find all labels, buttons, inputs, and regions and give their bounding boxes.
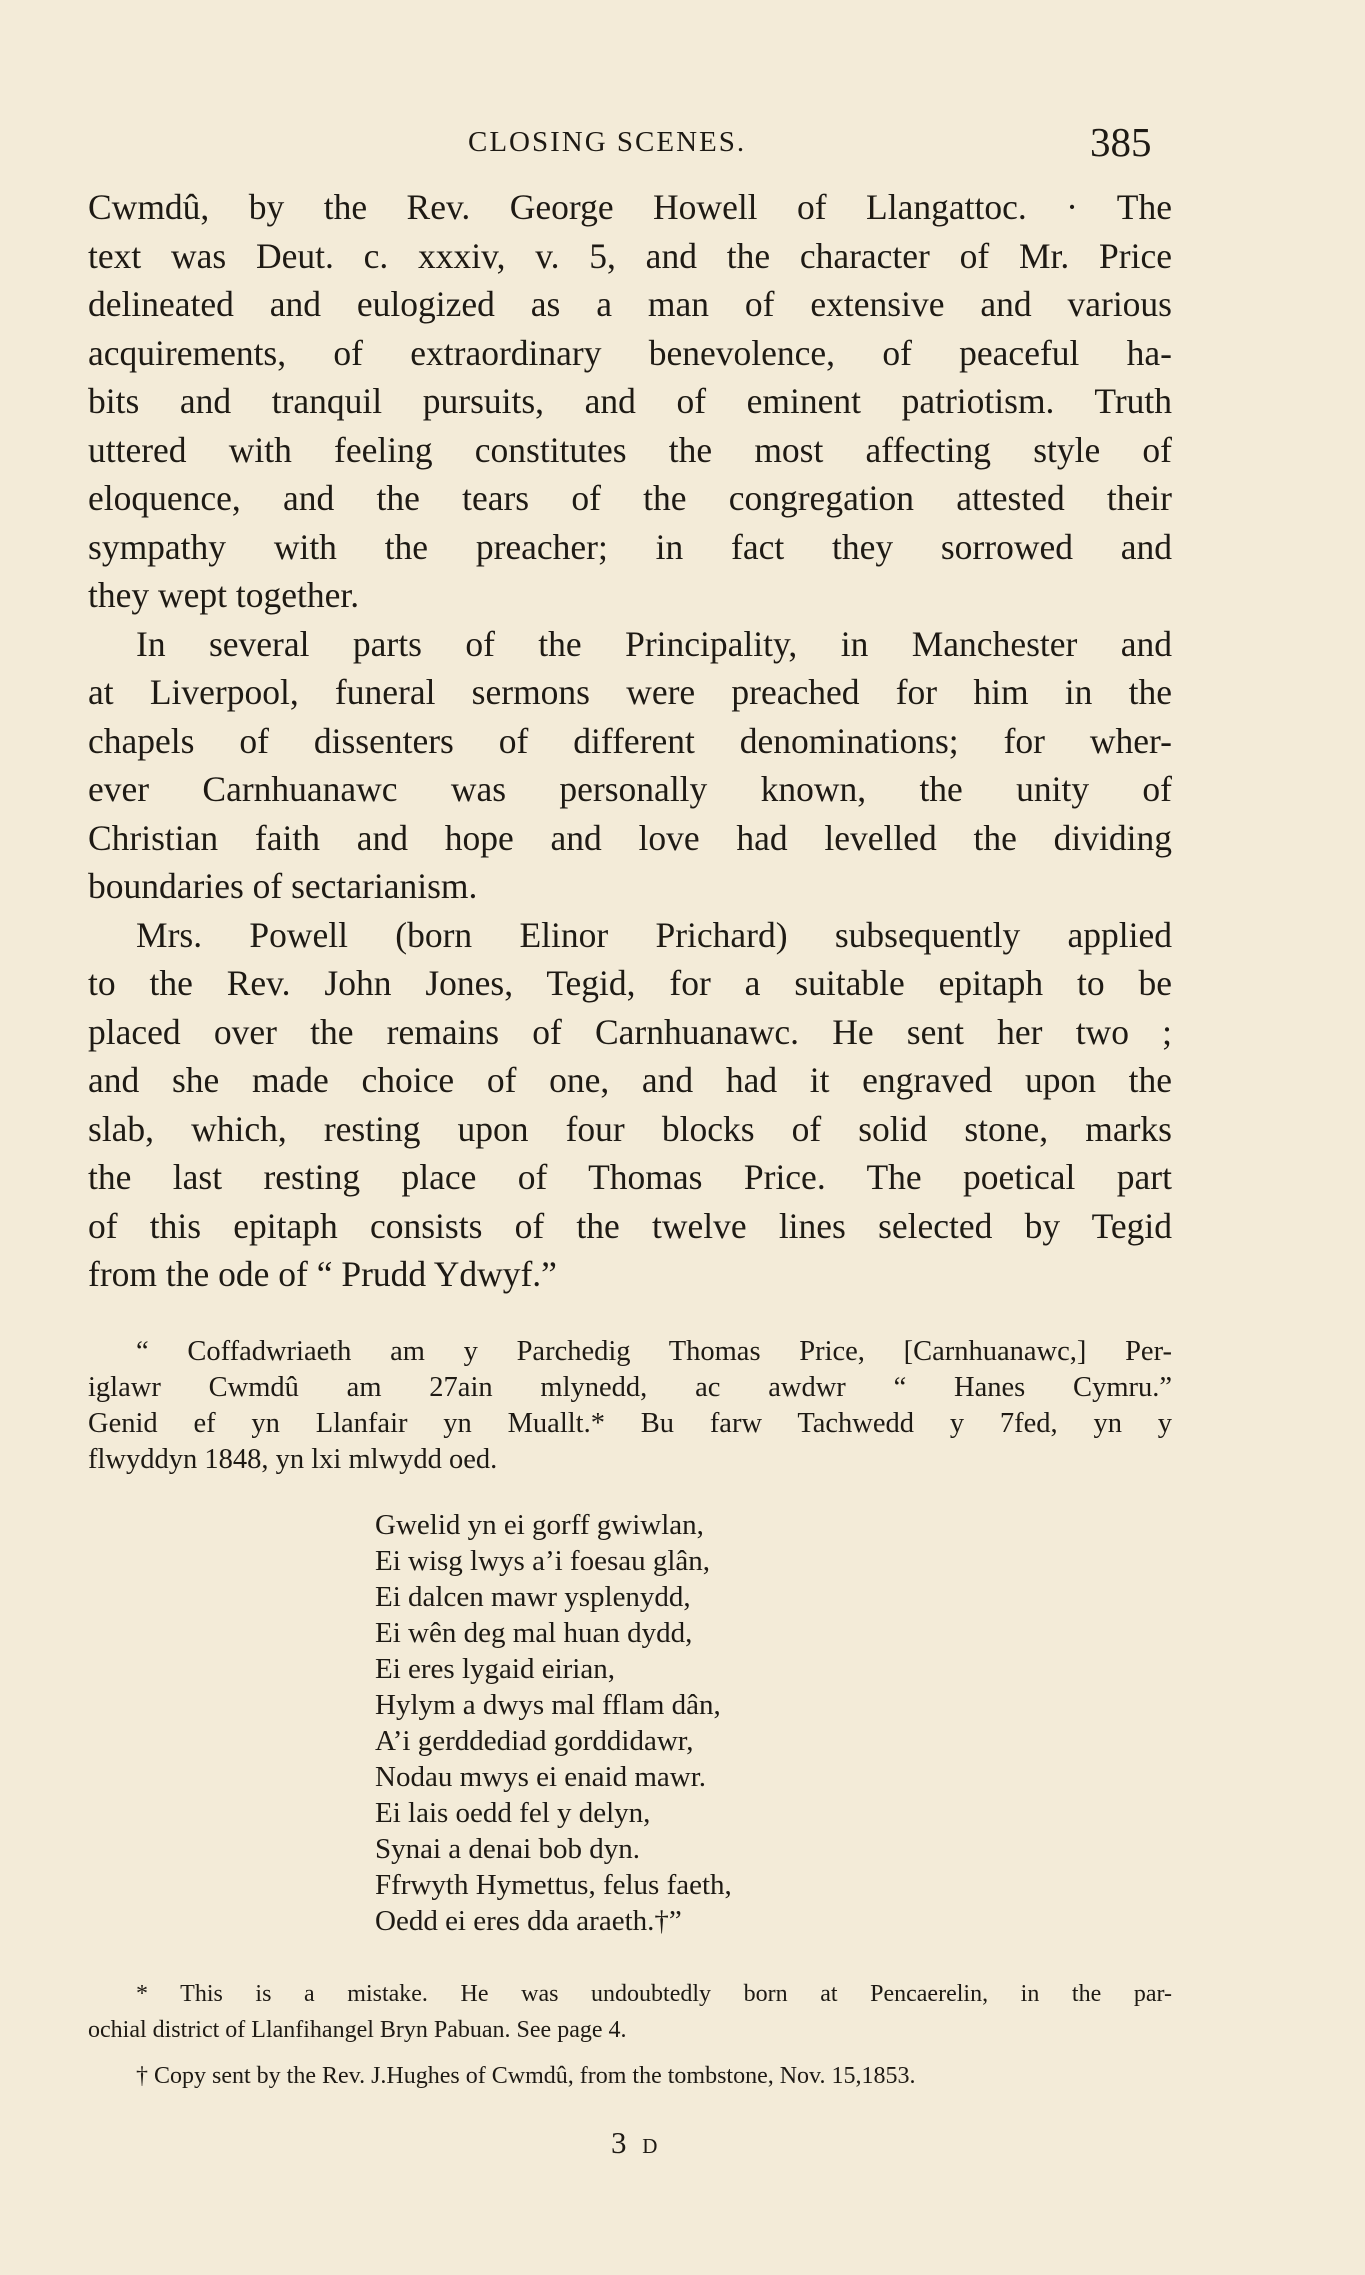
text-line: to the Rev. John Jones, Tegid, for a suitable epitaph to be xyxy=(88,963,1172,1003)
text-line: text was Deut. c. xxxiv, v. 5, and the character of Mr. Price xyxy=(88,235,1172,276)
epitaph-inscription xyxy=(88,1334,1172,1478)
paragraph-epitaph-intro xyxy=(88,911,1172,1299)
text-line: In several parts of the Principality, in Manchester and xyxy=(136,623,1172,664)
body-text xyxy=(88,183,1172,1299)
text-line: sympathy with the preacher; in fact they sorrowed and xyxy=(88,526,1172,567)
text-line: acquirements, of extraordinary benevolence, of peaceful ha- xyxy=(88,332,1172,373)
footnote-birthplace xyxy=(88,1976,1172,2048)
footnote-line: † Copy sent by the Rev. J.Hughes of Cwmdû, from the tombstone, Nov. 15,1853. xyxy=(136,2063,916,2089)
signature-mark xyxy=(611,2125,661,2161)
epitaph-line: Genid ef yn Llanfair yn Muallt.* Bu farw Tachwedd y 7fed, yn y xyxy=(88,1408,1172,1439)
running-head xyxy=(0,118,1365,168)
text-line: chapels of dissenters of different denominations; for wher- xyxy=(88,720,1172,761)
text-line: Christian faith and hope and love had levelled the dividing xyxy=(88,817,1172,858)
footnote-line: * This is a mistake. He was undoubtedly born at Pencaerelin, in the par- xyxy=(136,1981,1172,2007)
running-title: CLOSING SCENES. xyxy=(468,126,747,158)
epitaph-line: “ Coffadwriaeth am y Parchedig Thomas Price, [Carnhuanawc,] Per- xyxy=(136,1336,1172,1367)
text-line: delineated and eulogized as a man of extensive and various xyxy=(88,284,1172,324)
text-line: bits and tranquil pursuits, and of eminent patriotism. Truth xyxy=(88,381,1172,421)
text-line: at Liverpool, funeral sermons were preached for him in the xyxy=(88,672,1172,712)
text-line: and she made choice of one, and had it engraved upon the xyxy=(88,1060,1172,1100)
poem-line: A’i gerddediad gorddidawr, xyxy=(375,1725,694,1757)
epitaph-line: flwyddyn 1848, yn lxi mlwydd oed. xyxy=(88,1444,498,1475)
poem-line: Ei wisg lwys a’i foesau glân, xyxy=(375,1545,711,1577)
paragraph-funeral-sermons xyxy=(88,620,1172,911)
signature-numeral: 3 xyxy=(611,2125,631,2160)
text-line: from the ode of “ Prudd Ydwyf.” xyxy=(88,1254,557,1294)
poem-line: Ei dalcen mawr ysplenydd, xyxy=(375,1581,691,1613)
text-line: the last resting place of Thomas Price. The poetical part xyxy=(88,1157,1172,1197)
text-line: Cwmdû, by the Rev. George Howell of Llangattoc. · The xyxy=(88,187,1172,227)
text-line: Mrs. Powell (born Elinor Prichard) subsequently applied xyxy=(136,914,1172,955)
footnote-line: ochial district of Llanfihangel Bryn Pabuan. See page 4. xyxy=(88,2017,627,2043)
poem-line: Hylym a dwys mal fflam dân, xyxy=(375,1689,721,1721)
text-line: eloquence, and the tears of the congregation attested their xyxy=(88,478,1172,518)
text-line: they wept together. xyxy=(88,575,360,615)
text-line: boundaries of sectarianism. xyxy=(88,866,478,906)
footnote-source xyxy=(88,2058,1172,2094)
poem-line: Ffrwyth Hymettus, felus faeth, xyxy=(375,1869,732,1901)
footnotes xyxy=(88,1976,1172,2094)
text-line: of this epitaph consists of the twelve lines selected by Tegid xyxy=(88,1205,1172,1246)
poem-line: Gwelid yn ei gorff gwiwlan, xyxy=(375,1509,704,1541)
poem-line: Oedd ei eres dda araeth.†” xyxy=(375,1905,682,1937)
text-line: slab, which, resting upon four blocks of solid stone, marks xyxy=(88,1108,1172,1149)
page-number: 385 xyxy=(1090,119,1152,165)
text-line: uttered with feeling constitutes the most affecting style of xyxy=(88,429,1172,470)
poem-line: Ei wên deg mal huan dydd, xyxy=(375,1617,693,1649)
poem-line: Synai a denai bob dyn. xyxy=(375,1833,640,1865)
text-line: placed over the remains of Carnhuanawc. He sent her two ; xyxy=(88,1011,1172,1052)
paragraph-sermon xyxy=(88,183,1172,620)
poem-line: Ei lais oedd fel y delyn, xyxy=(375,1797,651,1829)
poem-line: Nodau mwys ei enaid mawr. xyxy=(375,1761,707,1793)
poem-line: Ei eres lygaid eirian, xyxy=(375,1653,615,1685)
epitaph-line: iglawr Cwmdû am 27ain mlynedd, ac awdwr “ Hanes Cymru.” xyxy=(88,1372,1172,1403)
epitaph-poem xyxy=(375,1507,732,1939)
text-line: ever Carnhuanawc was personally known, the unity of xyxy=(88,769,1172,809)
signature-letter: D xyxy=(642,2134,662,2158)
